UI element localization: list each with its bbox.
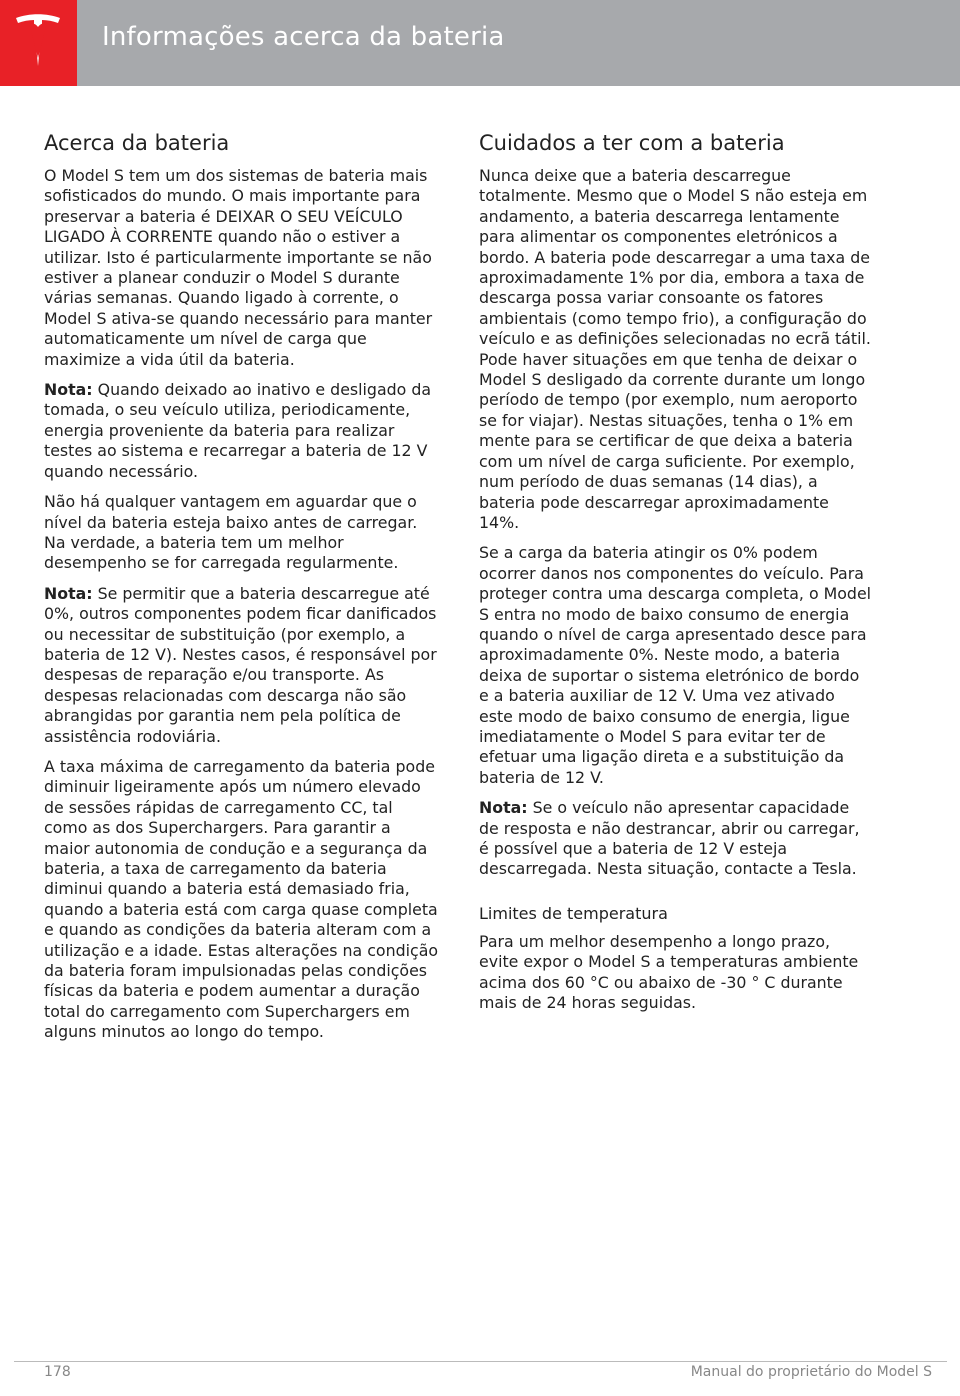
right-column [479, 130, 873, 1023]
tesla-logo-icon [13, 14, 63, 68]
note-paragraph [479, 798, 873, 880]
tesla-logo [0, 0, 77, 86]
page-title: Informações acerca da bateria [102, 22, 505, 52]
page-number: 178 [44, 1364, 71, 1380]
note-label: Nota: [44, 583, 93, 603]
paragraph [44, 166, 440, 370]
note-text: Se o veículo não apresentar capacidade de resposta e não destrancar, abrir ou carregar, é possível que a bateria de 12 V esteja descarregada. Nesta situação, contacte a Tesla. [479, 798, 860, 879]
note-text: Se permitir que a bateria descarregue até 0%, outros componentes podem ficar danificados ou necessitar de substituição (por exemplo, a bateria de 12 V). Nestes casos, é responsável por despesas de reparação e/ou transporte. As despesas relacionadas com descarga não são abrangidas por garantia nem pela política de assistência rodoviária. [44, 583, 437, 746]
manual-title: Manual do proprietário do Model S [690, 1364, 932, 1380]
note-label: Nota: [44, 380, 93, 400]
note-paragraph [44, 584, 440, 747]
paragraph: Se a carga da bateria atingir os 0% podem ocorrer danos nos componentes do veículo. Para proteger contra uma descarga completa, o Model S entra no modo de baixo consumo de energia quando o nível de carga apresentado desce para aproximadamente 0%. Neste modo, a bateria deixa de suportar o sistema eletrónico de bordo e a bateria auxiliar de 12 V. Uma vez ativado este modo de baixo consumo de energia, ligue imediatamente o Model S para evitar ter de efetuar uma ligação direta e a substituição da bateria de 12 V. [479, 543, 872, 787]
header-bar [0, 0, 960, 86]
left-column [44, 130, 440, 1053]
paragraph: A taxa máxima de carregamento da bateria pode diminuir ligeiramente após um número elevado de sessões rápidas de carregamento CC, tal como as dos Superchargers. Para garantir a maior autonomia de condução e a segurança da bateria, a taxa de carregamento da bateria diminui quando a bateria está demasiado fria, quando a bateria está com carga quase completa e quando as condições da bateria alteram com a utilização e a idade. Estas alterações na condição da bateria foram impulsionadas pelas condições físicas da bateria e podem aumentar a duração total do carregamento com Superchargers em alguns minutos ao longo do tempo. [44, 756, 439, 1042]
emphasis-text: DEIXAR O SEU VEÍCULO LIGADO À CORRENTE [44, 206, 403, 247]
footer-divider [14, 1361, 947, 1362]
paragraph: Não há qualquer vantagem em aguardar que o nível da bateria esteja baixo antes de carregar. Na verdade, a bateria tem um melhor desempenho se for carregada regularmente. [44, 492, 418, 573]
subheading-temperature-limits: Limites de temperatura [479, 903, 668, 923]
section-heading-battery-care: Cuidados a ter com a bateria [479, 131, 785, 155]
note-paragraph [44, 380, 440, 482]
paragraph-text: O Model S tem um dos sistemas de bateria mais sofisticados do mundo. O mais importante para preservar a bateria é [44, 166, 428, 226]
section-heading-about-battery: Acerca da bateria [44, 131, 230, 155]
note-text: Quando deixado ao inativo e desligado da tomada, o seu veículo utiliza, periodicamente, energia proveniente da bateria para realizar testes ao sistema e recarregar a bateria de 12 V quando necessário. [44, 380, 432, 481]
paragraph-text: quando não o estiver a utilizar. Isto é particularmente importante se não estiver a planear conduzir o Model S durante várias semanas. Quando ligado à corrente, o Model S ativa-se quando necessário para manter automaticamente um nível de carga que maximize a vida útil da bateria. [44, 227, 433, 369]
note-label: Nota: [479, 798, 528, 818]
paragraph: Nunca deixe que a bateria descarregue totalmente. Mesmo que o Model S não esteja em andamento, a bateria descarrega lentamente para alimentar os componentes eletrónicos a bordo. A bateria pode descarregar a uma taxa de aproximadamente 1% por dia, embora a taxa de descarga possa variar consoante os fatores ambientais (como tempo frio), a configuração do veículo e as definições selecionadas no ecrã tátil. Pode haver situações em que tenha de deixar o Model S desligado da corrente durante um longo período de tempo (por exemplo, num aeroporto se for viajar). Nestas situações, tenha o 1% em mente para se certificar de que deixa a bateria com um nível de carga suficiente. Por exemplo, num período de duas semanas (14 dias), a bateria pode descarregar aproximadamente 14%. [479, 166, 871, 532]
paragraph: Para um melhor desempenho a longo prazo, evite expor o Model S a temperaturas ambiente acima dos 60 °C ou abaixo de -30 ° C durante mais de 24 horas seguidas. [479, 931, 859, 1013]
